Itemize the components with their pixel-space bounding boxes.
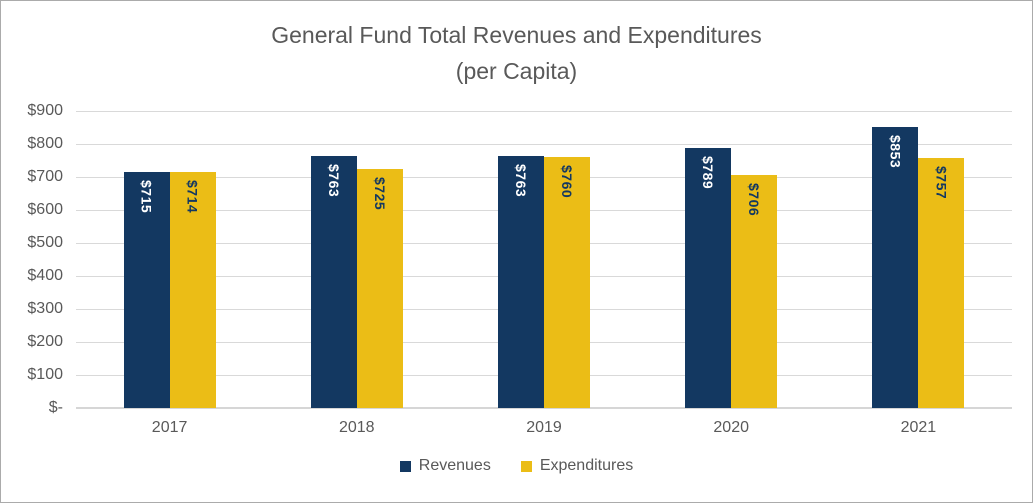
bar-value-label: $725 [371,176,388,210]
legend-item-expenditures [521,457,633,475]
legend-label: Revenues [418,457,491,474]
bar-expenditures-2019 [544,157,590,408]
y-tick-label: $400 [27,267,63,284]
bar-value-label: $715 [138,180,155,214]
bar-value-label: $760 [559,165,575,199]
x-tick-label-2018: 2018 [338,419,375,436]
chart-subtitle: (per Capita) [455,58,578,84]
legend-label: Expenditures [539,457,634,474]
bar-expenditures-2018 [357,169,403,408]
legend-swatch-icon [400,461,411,472]
bar-revenues-2019 [498,156,544,408]
plot-area [76,111,1012,408]
bar-revenues-2018 [311,156,357,408]
y-axis [1,102,63,416]
x-axis [76,416,1012,440]
y-tick-label: $300 [27,300,63,317]
x-tick-label-2017: 2017 [151,419,188,436]
legend [1,453,1032,479]
bar-expenditures-2017 [170,172,216,408]
bar-expenditures-2021 [918,158,964,408]
bar-revenues-2020 [685,148,731,408]
bar-value-label: $706 [746,183,763,217]
x-tick-label-2019: 2019 [526,419,562,436]
y-tick-label: $600 [27,201,63,218]
bar-expenditures-2020 [731,175,777,408]
chart-title: General Fund Total Revenues and Expenditures [271,22,762,48]
bar-value-label: $757 [933,166,950,200]
bar-value-label: $763 [325,164,342,198]
y-tick-label: $- [48,399,63,416]
legend-item-revenues [400,457,491,475]
bar-value-label: $763 [513,164,529,198]
y-tick-label: $800 [27,135,63,152]
x-tick-label-2021: 2021 [900,419,937,436]
bar-revenues-2021 [872,127,918,408]
y-tick-label: $200 [27,333,63,350]
x-tick-label-2020: 2020 [713,419,749,436]
bar-revenues-2017 [124,172,170,408]
y-tick-label: $100 [27,366,63,383]
bar-value-label: $714 [184,180,201,214]
bar-value-label: $853 [887,134,904,168]
gridline [76,111,1012,112]
bar-value-label: $789 [700,155,717,189]
y-tick-label: $500 [27,234,63,251]
y-tick-label: $700 [27,168,63,185]
y-tick-label: $900 [27,102,63,119]
legend-swatch-icon [521,461,532,472]
chart-title-block [1,17,1032,89]
